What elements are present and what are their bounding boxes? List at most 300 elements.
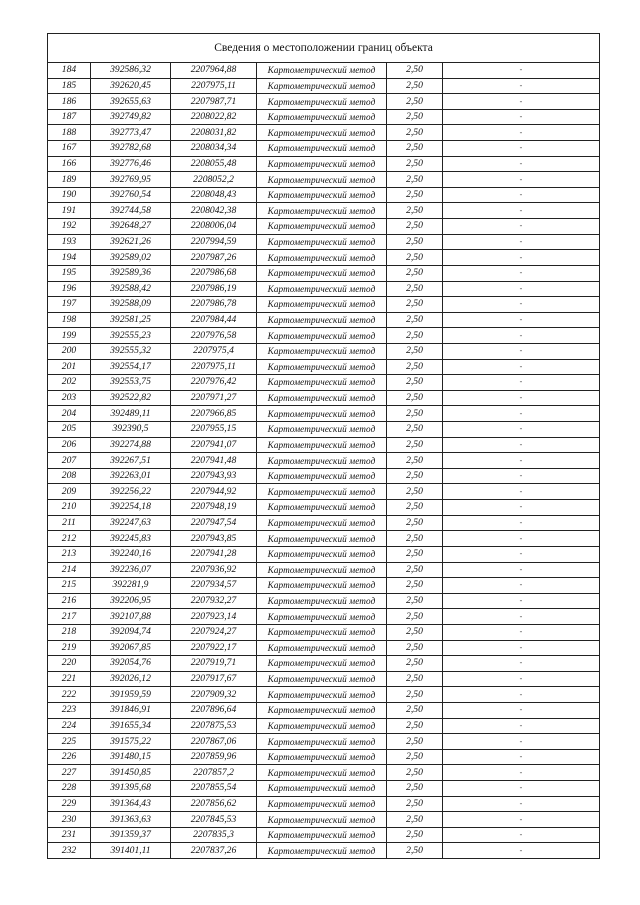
x-coordinate-cell: 392254,18 bbox=[91, 500, 171, 516]
accuracy-cell: 2,50 bbox=[387, 219, 443, 235]
x-coordinate-cell: 392621,26 bbox=[91, 234, 171, 250]
table-row bbox=[48, 765, 600, 781]
accuracy-cell: 2,50 bbox=[387, 843, 443, 859]
point-number-cell: 193 bbox=[48, 234, 91, 250]
x-coordinate-cell: 392489,11 bbox=[91, 406, 171, 422]
description-cell: - bbox=[443, 156, 600, 172]
accuracy-cell: 2,50 bbox=[387, 63, 443, 79]
x-coordinate-cell: 392390,5 bbox=[91, 422, 171, 438]
table-row bbox=[48, 843, 600, 859]
point-number-cell: 217 bbox=[48, 609, 91, 625]
x-coordinate-cell: 392026,12 bbox=[91, 671, 171, 687]
y-coordinate-cell: 2208034,34 bbox=[171, 141, 257, 157]
table-row bbox=[48, 234, 600, 250]
table-row bbox=[48, 609, 600, 625]
x-coordinate-cell: 391480,15 bbox=[91, 749, 171, 765]
point-number-cell: 186 bbox=[48, 94, 91, 110]
method-cell: Картометрический метод bbox=[257, 546, 387, 562]
table-row bbox=[48, 203, 600, 219]
y-coordinate-cell: 2207896,64 bbox=[171, 702, 257, 718]
point-number-cell: 232 bbox=[48, 843, 91, 859]
description-cell: - bbox=[443, 500, 600, 516]
description-cell: - bbox=[443, 328, 600, 344]
y-coordinate-cell: 2207936,92 bbox=[171, 562, 257, 578]
point-number-cell: 185 bbox=[48, 78, 91, 94]
point-number-cell: 226 bbox=[48, 749, 91, 765]
description-cell: - bbox=[443, 109, 600, 125]
y-coordinate-cell: 2207964,88 bbox=[171, 63, 257, 79]
table-row bbox=[48, 734, 600, 750]
point-number-cell: 191 bbox=[48, 203, 91, 219]
table-row bbox=[48, 687, 600, 703]
point-number-cell: 219 bbox=[48, 640, 91, 656]
x-coordinate-cell: 392620,45 bbox=[91, 78, 171, 94]
point-number-cell: 192 bbox=[48, 219, 91, 235]
method-cell: Картометрический метод bbox=[257, 187, 387, 203]
table-row bbox=[48, 437, 600, 453]
point-number-cell: 210 bbox=[48, 500, 91, 516]
point-number-cell: 227 bbox=[48, 765, 91, 781]
x-coordinate-cell: 392247,63 bbox=[91, 515, 171, 531]
description-cell: - bbox=[443, 63, 600, 79]
point-number-cell: 213 bbox=[48, 546, 91, 562]
table-row bbox=[48, 125, 600, 141]
accuracy-cell: 2,50 bbox=[387, 187, 443, 203]
y-coordinate-cell: 2207943,85 bbox=[171, 531, 257, 547]
description-cell: - bbox=[443, 203, 600, 219]
point-number-cell: 209 bbox=[48, 484, 91, 500]
description-cell: - bbox=[443, 343, 600, 359]
method-cell: Картометрический метод bbox=[257, 437, 387, 453]
table-row bbox=[48, 141, 600, 157]
method-cell: Картометрический метод bbox=[257, 234, 387, 250]
y-coordinate-cell: 2207934,57 bbox=[171, 578, 257, 594]
y-coordinate-cell: 2207986,68 bbox=[171, 265, 257, 281]
y-coordinate-cell: 2207987,26 bbox=[171, 250, 257, 266]
y-coordinate-cell: 2207909,32 bbox=[171, 687, 257, 703]
y-coordinate-cell: 2208022,82 bbox=[171, 109, 257, 125]
method-cell: Картометрический метод bbox=[257, 484, 387, 500]
accuracy-cell: 2,50 bbox=[387, 125, 443, 141]
table-row bbox=[48, 406, 600, 422]
description-cell: - bbox=[443, 437, 600, 453]
table-row bbox=[48, 297, 600, 313]
description-cell: - bbox=[443, 250, 600, 266]
accuracy-cell: 2,50 bbox=[387, 453, 443, 469]
point-number-cell: 211 bbox=[48, 515, 91, 531]
accuracy-cell: 2,50 bbox=[387, 484, 443, 500]
point-number-cell: 222 bbox=[48, 687, 91, 703]
description-cell: - bbox=[443, 749, 600, 765]
table-row bbox=[48, 156, 600, 172]
accuracy-cell: 2,50 bbox=[387, 375, 443, 391]
accuracy-cell: 2,50 bbox=[387, 718, 443, 734]
table-row bbox=[48, 78, 600, 94]
point-number-cell: 200 bbox=[48, 343, 91, 359]
table-row bbox=[48, 796, 600, 812]
method-cell: Картометрический метод bbox=[257, 406, 387, 422]
x-coordinate-cell: 392236,07 bbox=[91, 562, 171, 578]
method-cell: Картометрический метод bbox=[257, 609, 387, 625]
accuracy-cell: 2,50 bbox=[387, 172, 443, 188]
y-coordinate-cell: 2208052,2 bbox=[171, 172, 257, 188]
x-coordinate-cell: 391395,68 bbox=[91, 781, 171, 797]
x-coordinate-cell: 392256,22 bbox=[91, 484, 171, 500]
description-cell: - bbox=[443, 172, 600, 188]
description-cell: - bbox=[443, 359, 600, 375]
description-cell: - bbox=[443, 187, 600, 203]
y-coordinate-cell: 2207986,19 bbox=[171, 281, 257, 297]
table-row bbox=[48, 359, 600, 375]
method-cell: Картометрический метод bbox=[257, 125, 387, 141]
point-number-cell: 194 bbox=[48, 250, 91, 266]
y-coordinate-cell: 2207987,71 bbox=[171, 94, 257, 110]
y-coordinate-cell: 2207922,17 bbox=[171, 640, 257, 656]
method-cell: Картометрический метод bbox=[257, 624, 387, 640]
accuracy-cell: 2,50 bbox=[387, 781, 443, 797]
accuracy-cell: 2,50 bbox=[387, 468, 443, 484]
method-cell: Картометрический метод bbox=[257, 531, 387, 547]
y-coordinate-cell: 2207855,54 bbox=[171, 781, 257, 797]
method-cell: Картометрический метод bbox=[257, 812, 387, 828]
y-coordinate-cell: 2207976,58 bbox=[171, 328, 257, 344]
accuracy-cell: 2,50 bbox=[387, 94, 443, 110]
method-cell: Картометрический метод bbox=[257, 702, 387, 718]
x-coordinate-cell: 392094,74 bbox=[91, 624, 171, 640]
table-row bbox=[48, 172, 600, 188]
table-row bbox=[48, 656, 600, 672]
table-row bbox=[48, 515, 600, 531]
method-cell: Картометрический метод bbox=[257, 78, 387, 94]
table-row bbox=[48, 422, 600, 438]
x-coordinate-cell: 392648,27 bbox=[91, 219, 171, 235]
x-coordinate-cell: 391959,59 bbox=[91, 687, 171, 703]
x-coordinate-cell: 392054,76 bbox=[91, 656, 171, 672]
description-cell: - bbox=[443, 734, 600, 750]
table-row bbox=[48, 453, 600, 469]
y-coordinate-cell: 2207948,19 bbox=[171, 500, 257, 516]
y-coordinate-cell: 2207976,42 bbox=[171, 375, 257, 391]
method-cell: Картометрический метод bbox=[257, 63, 387, 79]
table-row bbox=[48, 484, 600, 500]
table-row bbox=[48, 562, 600, 578]
x-coordinate-cell: 392744,58 bbox=[91, 203, 171, 219]
method-cell: Картометрический метод bbox=[257, 312, 387, 328]
table-row bbox=[48, 702, 600, 718]
description-cell: - bbox=[443, 453, 600, 469]
description-cell: - bbox=[443, 265, 600, 281]
table-row bbox=[48, 671, 600, 687]
point-number-cell: 229 bbox=[48, 796, 91, 812]
accuracy-cell: 2,50 bbox=[387, 656, 443, 672]
table-title-row bbox=[48, 34, 600, 63]
x-coordinate-cell: 391359,37 bbox=[91, 827, 171, 843]
x-coordinate-cell: 392107,88 bbox=[91, 609, 171, 625]
x-coordinate-cell: 392581,25 bbox=[91, 312, 171, 328]
y-coordinate-cell: 2207941,07 bbox=[171, 437, 257, 453]
method-cell: Картометрический метод bbox=[257, 671, 387, 687]
description-cell: - bbox=[443, 687, 600, 703]
x-coordinate-cell: 391364,43 bbox=[91, 796, 171, 812]
accuracy-cell: 2,50 bbox=[387, 609, 443, 625]
method-cell: Картометрический метод bbox=[257, 578, 387, 594]
method-cell: Картометрический метод bbox=[257, 297, 387, 313]
point-number-cell: 205 bbox=[48, 422, 91, 438]
y-coordinate-cell: 2207966,85 bbox=[171, 406, 257, 422]
table-row bbox=[48, 63, 600, 79]
x-coordinate-cell: 392555,23 bbox=[91, 328, 171, 344]
y-coordinate-cell: 2207875,53 bbox=[171, 718, 257, 734]
description-cell: - bbox=[443, 78, 600, 94]
description-cell: - bbox=[443, 827, 600, 843]
table-row bbox=[48, 500, 600, 516]
accuracy-cell: 2,50 bbox=[387, 359, 443, 375]
table-row bbox=[48, 250, 600, 266]
method-cell: Картометрический метод bbox=[257, 141, 387, 157]
accuracy-cell: 2,50 bbox=[387, 749, 443, 765]
method-cell: Картометрический метод bbox=[257, 796, 387, 812]
method-cell: Картометрический метод bbox=[257, 172, 387, 188]
accuracy-cell: 2,50 bbox=[387, 297, 443, 313]
x-coordinate-cell: 392281,9 bbox=[91, 578, 171, 594]
x-coordinate-cell: 392782,68 bbox=[91, 141, 171, 157]
point-number-cell: 197 bbox=[48, 297, 91, 313]
method-cell: Картометрический метод bbox=[257, 94, 387, 110]
table-row bbox=[48, 375, 600, 391]
y-coordinate-cell: 2207941,48 bbox=[171, 453, 257, 469]
y-coordinate-cell: 2207941,28 bbox=[171, 546, 257, 562]
table-row bbox=[48, 593, 600, 609]
point-number-cell: 206 bbox=[48, 437, 91, 453]
method-cell: Картометрический метод bbox=[257, 265, 387, 281]
y-coordinate-cell: 2207986,78 bbox=[171, 297, 257, 313]
table-row bbox=[48, 265, 600, 281]
accuracy-cell: 2,50 bbox=[387, 734, 443, 750]
method-cell: Картометрический метод bbox=[257, 515, 387, 531]
x-coordinate-cell: 392206,95 bbox=[91, 593, 171, 609]
point-number-cell: 228 bbox=[48, 781, 91, 797]
method-cell: Картометрический метод bbox=[257, 359, 387, 375]
method-cell: Картометрический метод bbox=[257, 765, 387, 781]
accuracy-cell: 2,50 bbox=[387, 515, 443, 531]
x-coordinate-cell: 391846,91 bbox=[91, 702, 171, 718]
table-body bbox=[48, 63, 600, 859]
x-coordinate-cell: 392589,36 bbox=[91, 265, 171, 281]
method-cell: Картометрический метод bbox=[257, 343, 387, 359]
point-number-cell: 216 bbox=[48, 593, 91, 609]
method-cell: Картометрический метод bbox=[257, 562, 387, 578]
accuracy-cell: 2,50 bbox=[387, 343, 443, 359]
y-coordinate-cell: 2207971,27 bbox=[171, 390, 257, 406]
x-coordinate-cell: 392655,63 bbox=[91, 94, 171, 110]
table-row bbox=[48, 328, 600, 344]
accuracy-cell: 2,50 bbox=[387, 827, 443, 843]
accuracy-cell: 2,50 bbox=[387, 203, 443, 219]
table-row bbox=[48, 281, 600, 297]
x-coordinate-cell: 392240,16 bbox=[91, 546, 171, 562]
y-coordinate-cell: 2207856,62 bbox=[171, 796, 257, 812]
table-row bbox=[48, 109, 600, 125]
x-coordinate-cell: 392555,32 bbox=[91, 343, 171, 359]
method-cell: Картометрический метод bbox=[257, 328, 387, 344]
table-row bbox=[48, 781, 600, 797]
table-row bbox=[48, 468, 600, 484]
description-cell: - bbox=[443, 219, 600, 235]
y-coordinate-cell: 2207943,93 bbox=[171, 468, 257, 484]
accuracy-cell: 2,50 bbox=[387, 109, 443, 125]
accuracy-cell: 2,50 bbox=[387, 250, 443, 266]
method-cell: Картометрический метод bbox=[257, 219, 387, 235]
point-number-cell: 187 bbox=[48, 109, 91, 125]
description-cell: - bbox=[443, 531, 600, 547]
method-cell: Картометрический метод bbox=[257, 453, 387, 469]
point-number-cell: 230 bbox=[48, 812, 91, 828]
accuracy-cell: 2,50 bbox=[387, 265, 443, 281]
method-cell: Картометрический метод bbox=[257, 749, 387, 765]
x-coordinate-cell: 392588,42 bbox=[91, 281, 171, 297]
method-cell: Картометрический метод bbox=[257, 781, 387, 797]
description-cell: - bbox=[443, 609, 600, 625]
accuracy-cell: 2,50 bbox=[387, 234, 443, 250]
point-number-cell: 214 bbox=[48, 562, 91, 578]
accuracy-cell: 2,50 bbox=[387, 796, 443, 812]
x-coordinate-cell: 392769,95 bbox=[91, 172, 171, 188]
accuracy-cell: 2,50 bbox=[387, 156, 443, 172]
description-cell: - bbox=[443, 624, 600, 640]
table-row bbox=[48, 749, 600, 765]
method-cell: Картометрический метод bbox=[257, 687, 387, 703]
accuracy-cell: 2,50 bbox=[387, 390, 443, 406]
x-coordinate-cell: 392589,02 bbox=[91, 250, 171, 266]
description-cell: - bbox=[443, 656, 600, 672]
x-coordinate-cell: 392067,85 bbox=[91, 640, 171, 656]
x-coordinate-cell: 392749,82 bbox=[91, 109, 171, 125]
accuracy-cell: 2,50 bbox=[387, 328, 443, 344]
point-number-cell: 212 bbox=[48, 531, 91, 547]
table-row bbox=[48, 531, 600, 547]
y-coordinate-cell: 2207932,27 bbox=[171, 593, 257, 609]
point-number-cell: 224 bbox=[48, 718, 91, 734]
x-coordinate-cell: 392776,46 bbox=[91, 156, 171, 172]
y-coordinate-cell: 2208055,48 bbox=[171, 156, 257, 172]
point-number-cell: 201 bbox=[48, 359, 91, 375]
accuracy-cell: 2,50 bbox=[387, 422, 443, 438]
description-cell: - bbox=[443, 375, 600, 391]
accuracy-cell: 2,50 bbox=[387, 624, 443, 640]
x-coordinate-cell: 392554,17 bbox=[91, 359, 171, 375]
point-number-cell: 188 bbox=[48, 125, 91, 141]
description-cell: - bbox=[443, 406, 600, 422]
y-coordinate-cell: 2208048,43 bbox=[171, 187, 257, 203]
point-number-cell: 166 bbox=[48, 156, 91, 172]
x-coordinate-cell: 392773,47 bbox=[91, 125, 171, 141]
description-cell: - bbox=[443, 141, 600, 157]
point-number-cell: 231 bbox=[48, 827, 91, 843]
y-coordinate-cell: 2207867,06 bbox=[171, 734, 257, 750]
description-cell: - bbox=[443, 765, 600, 781]
accuracy-cell: 2,50 bbox=[387, 546, 443, 562]
accuracy-cell: 2,50 bbox=[387, 593, 443, 609]
method-cell: Картометрический метод bbox=[257, 203, 387, 219]
y-coordinate-cell: 2208042,38 bbox=[171, 203, 257, 219]
x-coordinate-cell: 391575,22 bbox=[91, 734, 171, 750]
y-coordinate-cell: 2207923,14 bbox=[171, 609, 257, 625]
method-cell: Картометрический метод bbox=[257, 375, 387, 391]
method-cell: Картометрический метод bbox=[257, 281, 387, 297]
y-coordinate-cell: 2208006,04 bbox=[171, 219, 257, 235]
description-cell: - bbox=[443, 781, 600, 797]
description-cell: - bbox=[443, 125, 600, 141]
method-cell: Картометрический метод bbox=[257, 250, 387, 266]
description-cell: - bbox=[443, 812, 600, 828]
accuracy-cell: 2,50 bbox=[387, 437, 443, 453]
method-cell: Картометрический метод bbox=[257, 500, 387, 516]
point-number-cell: 223 bbox=[48, 702, 91, 718]
table-row bbox=[48, 94, 600, 110]
point-number-cell: 225 bbox=[48, 734, 91, 750]
document-sheet bbox=[47, 33, 599, 869]
description-cell: - bbox=[443, 562, 600, 578]
x-coordinate-cell: 392760,54 bbox=[91, 187, 171, 203]
table-row bbox=[48, 827, 600, 843]
x-coordinate-cell: 392274,88 bbox=[91, 437, 171, 453]
point-number-cell: 184 bbox=[48, 63, 91, 79]
point-number-cell: 204 bbox=[48, 406, 91, 422]
x-coordinate-cell: 392263,01 bbox=[91, 468, 171, 484]
y-coordinate-cell: 2207835,3 bbox=[171, 827, 257, 843]
y-coordinate-cell: 2207944,92 bbox=[171, 484, 257, 500]
method-cell: Картометрический метод bbox=[257, 843, 387, 859]
method-cell: Картометрический метод bbox=[257, 827, 387, 843]
method-cell: Картометрический метод bbox=[257, 656, 387, 672]
point-number-cell: 196 bbox=[48, 281, 91, 297]
method-cell: Картометрический метод bbox=[257, 109, 387, 125]
y-coordinate-cell: 2207984,44 bbox=[171, 312, 257, 328]
y-coordinate-cell: 2207947,54 bbox=[171, 515, 257, 531]
x-coordinate-cell: 391450,85 bbox=[91, 765, 171, 781]
x-coordinate-cell: 391363,63 bbox=[91, 812, 171, 828]
y-coordinate-cell: 2207955,15 bbox=[171, 422, 257, 438]
y-coordinate-cell: 2207919,71 bbox=[171, 656, 257, 672]
description-cell: - bbox=[443, 546, 600, 562]
description-cell: - bbox=[443, 297, 600, 313]
x-coordinate-cell: 391655,34 bbox=[91, 718, 171, 734]
accuracy-cell: 2,50 bbox=[387, 671, 443, 687]
description-cell: - bbox=[443, 671, 600, 687]
x-coordinate-cell: 392588,09 bbox=[91, 297, 171, 313]
table-row bbox=[48, 312, 600, 328]
accuracy-cell: 2,50 bbox=[387, 578, 443, 594]
point-number-cell: 199 bbox=[48, 328, 91, 344]
table-row bbox=[48, 390, 600, 406]
method-cell: Картометрический метод bbox=[257, 718, 387, 734]
y-coordinate-cell: 2208031,82 bbox=[171, 125, 257, 141]
accuracy-cell: 2,50 bbox=[387, 500, 443, 516]
description-cell: - bbox=[443, 281, 600, 297]
description-cell: - bbox=[443, 234, 600, 250]
y-coordinate-cell: 2207845,53 bbox=[171, 812, 257, 828]
accuracy-cell: 2,50 bbox=[387, 812, 443, 828]
table-title: Сведения о местоположении границ объекта bbox=[48, 34, 600, 63]
point-number-cell: 202 bbox=[48, 375, 91, 391]
description-cell: - bbox=[443, 422, 600, 438]
x-coordinate-cell: 392586,32 bbox=[91, 63, 171, 79]
x-coordinate-cell: 392245,83 bbox=[91, 531, 171, 547]
y-coordinate-cell: 2207837,26 bbox=[171, 843, 257, 859]
y-coordinate-cell: 2207975,4 bbox=[171, 343, 257, 359]
accuracy-cell: 2,50 bbox=[387, 562, 443, 578]
table-row bbox=[48, 640, 600, 656]
